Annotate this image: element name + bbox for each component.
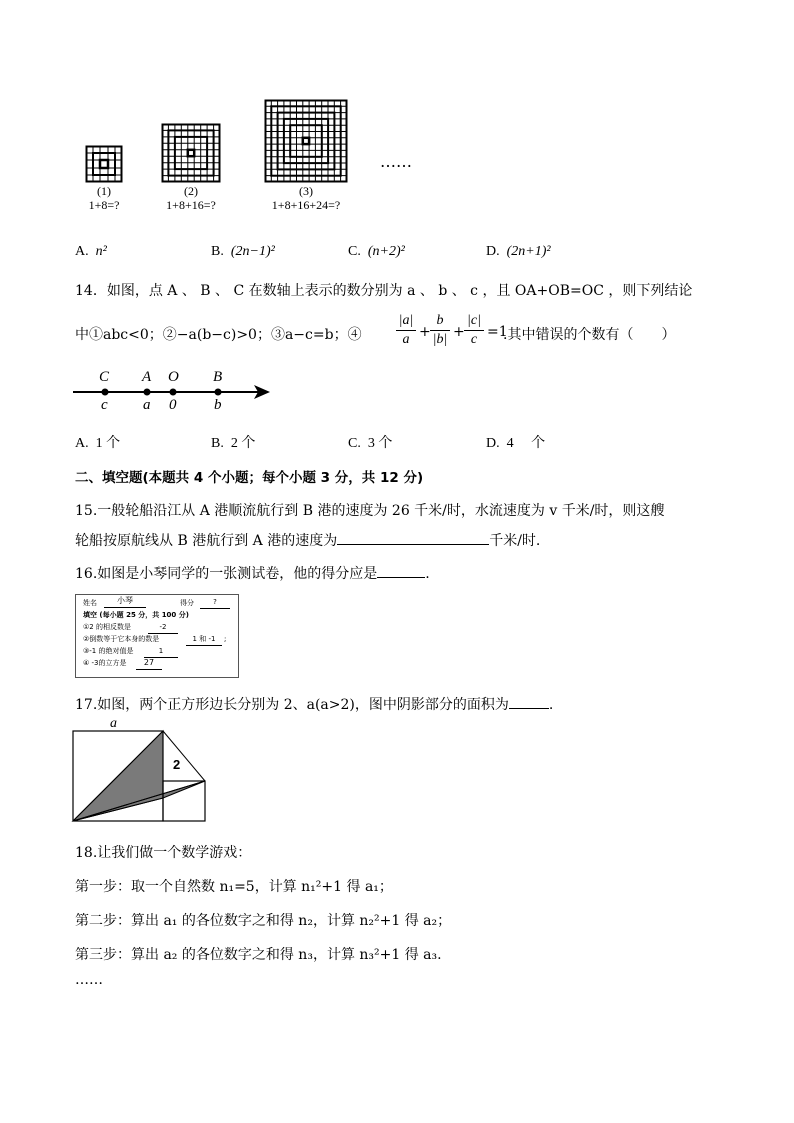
card-item-2-question: ②倒数等于它本身的数是 bbox=[83, 635, 160, 643]
card-item-3-question: ③-1 的绝对值是 bbox=[83, 647, 134, 655]
option-key: A. bbox=[75, 436, 89, 451]
option-text: (2n−1)² bbox=[230, 244, 275, 259]
q16-text bbox=[75, 563, 430, 583]
test-paper-image bbox=[75, 594, 239, 678]
option-text: 4 个 bbox=[506, 436, 546, 451]
q15-answer-blank[interactable] bbox=[337, 530, 489, 545]
point-label-o-lower: 0 bbox=[169, 397, 177, 413]
q13-option-b bbox=[211, 244, 275, 260]
q16-question: 16.如图是小琴同学的一张测试卷，他的得分应是 bbox=[75, 566, 378, 582]
q14-line-2-end: .其中错误的个数有（ ） bbox=[503, 327, 676, 343]
square-pattern-figure-1 bbox=[86, 146, 122, 182]
card-item-1-answer: -2 bbox=[148, 622, 178, 634]
figure-1-caption: (1) bbox=[97, 184, 111, 198]
q13-option-d bbox=[486, 244, 551, 260]
q15-unit: 千米/时. bbox=[489, 533, 541, 549]
option-text: 2 个 bbox=[230, 436, 256, 451]
plus-2: + bbox=[453, 324, 465, 340]
q18-ellipsis: …… bbox=[75, 972, 103, 988]
fig-label-a: a bbox=[110, 716, 117, 731]
fraction-3 bbox=[464, 312, 484, 349]
q14-option-a bbox=[75, 432, 120, 452]
option-key: D. bbox=[486, 436, 500, 451]
fraction-2-den: |b| bbox=[432, 332, 448, 347]
q18-step-3: 第三步：算出 a₂ 的各位数字之和得 n₃，计算 n₃²+1 得 a₃. bbox=[75, 947, 442, 963]
point-label-b-lower: b bbox=[214, 397, 222, 413]
q15-line-2 bbox=[75, 530, 540, 550]
point-label-c-lower: c bbox=[101, 397, 108, 413]
q14-option-d bbox=[486, 432, 545, 452]
q17-question: 17.如图，两个正方形边长分别为 2、a(a>2)，图中阴影部分的面积为 bbox=[75, 697, 509, 713]
option-text: (2n+1)² bbox=[506, 244, 551, 259]
figure-ellipsis: …… bbox=[380, 152, 412, 171]
fraction-equals: =1 bbox=[487, 324, 508, 340]
option-text: n² bbox=[95, 244, 107, 259]
card-item-1-question: ①2 的相反数是 bbox=[83, 623, 131, 631]
q16-end: . bbox=[425, 566, 430, 582]
two-squares-figure bbox=[72, 718, 208, 822]
card-score-value: ? bbox=[200, 597, 230, 609]
q13-option-c bbox=[348, 244, 405, 260]
card-item-3-answer: 1 bbox=[144, 646, 178, 658]
fraction-1-den: a bbox=[402, 332, 410, 347]
point-label-b-upper: B bbox=[213, 369, 223, 385]
option-text: 1 个 bbox=[95, 436, 121, 451]
q14-option-c bbox=[348, 432, 392, 452]
q15-line-2-text: 轮船按原航线从 B 港航行到 A 港的速度为 bbox=[75, 533, 338, 549]
q17-answer-blank[interactable] bbox=[509, 694, 549, 709]
point-label-a-lower: a bbox=[143, 397, 151, 413]
fraction-1 bbox=[396, 312, 416, 349]
plus-1: + bbox=[419, 324, 431, 340]
option-text: (n+2)² bbox=[367, 244, 405, 259]
q17-text bbox=[75, 694, 553, 714]
card-item-4-question: ④ -3的立方是 bbox=[83, 659, 127, 667]
figure-3-caption: (3) bbox=[299, 184, 313, 198]
fig-label-2: 2 bbox=[173, 757, 181, 772]
q17-end: . bbox=[548, 697, 554, 713]
figure-1-formula: 1+8=? bbox=[88, 198, 120, 212]
card-heading: 填空 (每小题 25 分，共 100 分) bbox=[83, 611, 189, 619]
square-pattern-figure-2 bbox=[162, 124, 220, 182]
card-name-value: 小琴 bbox=[104, 596, 146, 608]
card-score-label: 得分 bbox=[180, 599, 194, 607]
option-key: D. bbox=[486, 244, 500, 259]
card-item-4-answer: 27 bbox=[136, 658, 162, 670]
q15-line-1: 15.一般轮船沿江从 A 港顺流航行到 B 港的速度为 26 千米/时，水流速度为 v 千米/时，则这艘 bbox=[75, 503, 665, 519]
q18-step-1: 第一步：取一个自然数 n₁=5，计算 n₁²+1 得 a₁； bbox=[75, 879, 393, 895]
q16-answer-blank[interactable] bbox=[377, 563, 425, 578]
card-item-2-end: ; bbox=[224, 635, 227, 643]
point-label-c-upper: C bbox=[99, 369, 110, 385]
figure-3-formula: 1+8+16+24=? bbox=[271, 198, 341, 212]
fraction-1-num: |a| bbox=[396, 312, 416, 331]
option-key: C. bbox=[348, 244, 361, 259]
fraction-2 bbox=[430, 312, 450, 349]
figure-2-formula: 1+8+16=? bbox=[166, 198, 216, 212]
card-item-2-answer: 1 和 -1 bbox=[186, 634, 222, 646]
card-name-label: 姓名 bbox=[83, 599, 97, 607]
option-key: C. bbox=[348, 436, 361, 451]
q14-option-b bbox=[211, 432, 255, 452]
square-pattern-figure-3 bbox=[265, 100, 347, 182]
q14-line-1: 14．如图，点 A 、 B 、 C 在数轴上表示的数分别为 a 、 b 、 c ，且 OA+OB=OC ，则下列结论 bbox=[75, 283, 693, 299]
q13-option-a bbox=[75, 244, 107, 260]
q18-intro: 18.让我们做一个数学游戏： bbox=[75, 845, 252, 861]
figure-2-caption: (2) bbox=[184, 184, 198, 198]
option-key: B. bbox=[211, 244, 224, 259]
fraction-3-num: |c| bbox=[464, 312, 484, 331]
option-text: 3 个 bbox=[367, 436, 393, 451]
option-key: B. bbox=[211, 436, 224, 451]
fraction-2-num: b bbox=[430, 312, 450, 331]
point-label-o-upper: O bbox=[168, 369, 179, 385]
q14-line-2-start: 中①abc<0；②−a(b−c)>0；③a−c=b；④ bbox=[75, 327, 362, 343]
fraction-3-den: c bbox=[470, 332, 478, 347]
point-label-a-upper: A bbox=[142, 369, 152, 385]
section-title: 二、填空题(本题共 4 个小题；每个小题 3 分，共 12 分) bbox=[75, 470, 424, 486]
q18-step-2: 第二步：算出 a₁ 的各位数字之和得 n₂，计算 n₂²+1 得 a₂； bbox=[75, 913, 452, 929]
option-key: A. bbox=[75, 244, 89, 259]
